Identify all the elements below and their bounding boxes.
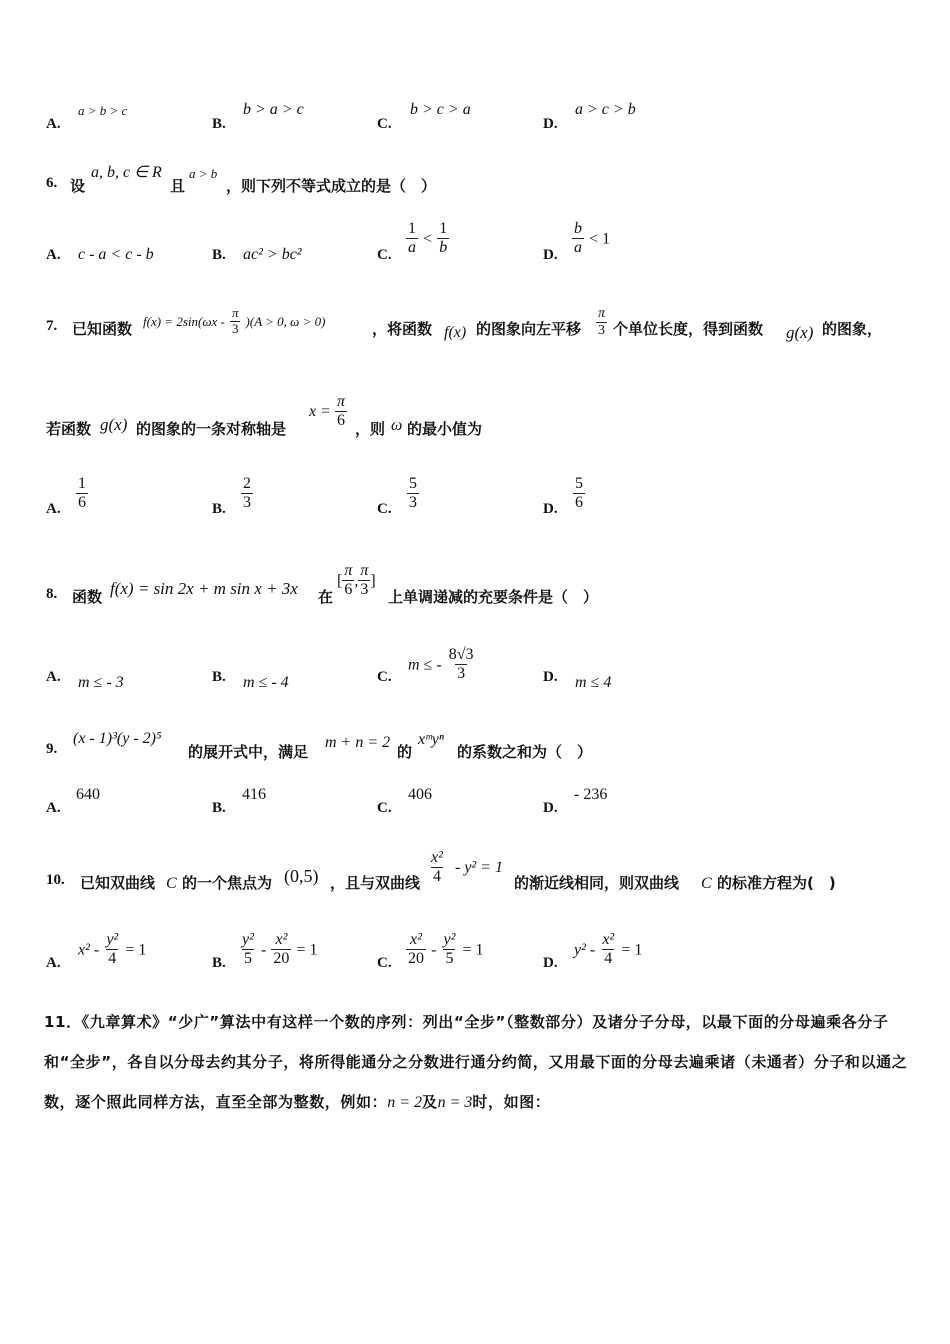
q7-stem-4: 个单位长度，得到函数	[613, 320, 764, 338]
q9-stem-3: 的系数之和为（ ）	[457, 743, 593, 761]
q10-option-b-label: B.	[212, 955, 226, 971]
q10-b-op: -	[261, 941, 267, 959]
q8-option-c-label: C.	[377, 669, 392, 685]
q6-option-c-label: C.	[377, 247, 392, 263]
q10-a-pre: x² -	[78, 941, 100, 959]
q8-c-num: 8√3	[448, 646, 474, 663]
q6-option-d	[572, 220, 610, 258]
q7-omega: ω	[391, 417, 403, 434]
q10-c-op: -	[431, 941, 437, 959]
q7-shift-num: π	[598, 306, 606, 321]
q11-text-2: 及	[422, 1093, 438, 1111]
q10-a-num: y²	[106, 931, 119, 948]
q9-option-c-label: C.	[377, 800, 392, 816]
q7-shift	[596, 306, 607, 339]
q8-option-d-label: D.	[543, 669, 558, 685]
q10-stem-2: 的一个焦点为	[182, 874, 273, 892]
q8-stem-3: 上单调递减的充要条件是（ ）	[388, 588, 599, 606]
q10-a-den: 4	[108, 950, 117, 968]
q8-int-n1: π	[344, 562, 353, 579]
q7-func-a: f(x) = 2sin(ωx -	[143, 313, 225, 329]
q8-option-b: m ≤ - 4	[243, 674, 289, 691]
q9-expression: (x - 1)³(y - 2)⁵	[73, 730, 162, 747]
q10-c-num2: y²	[443, 931, 456, 948]
q7-line2-4: 的最小值为	[407, 420, 483, 438]
q10-stem-3: ，且与双曲线	[330, 874, 421, 892]
q7-number: 7.	[46, 318, 58, 334]
q7-stem-5: 的图象，	[822, 320, 883, 338]
q9-term: xᵐyⁿ	[418, 731, 444, 748]
q8-int-comma: ,	[354, 572, 359, 590]
q10-b-num2: x²	[275, 931, 288, 948]
q10-option-a-label: A.	[46, 955, 61, 971]
q10-hyp-rest: - y² = 1	[455, 859, 504, 876]
q10-c-num1: x²	[410, 931, 422, 948]
q10-c2: C	[701, 875, 712, 892]
q7-function	[143, 306, 325, 337]
q7-axis-lhs: x =	[309, 403, 331, 420]
q5-option-d-label: D.	[543, 116, 558, 132]
q6-option-a: c - a < c - b	[78, 246, 154, 263]
q8-stem-2: 在	[318, 588, 334, 606]
q9-option-b-label: B.	[212, 800, 226, 816]
q10-d-num: x²	[602, 931, 615, 948]
q10-d-post: = 1	[621, 941, 643, 959]
q8-option-a-label: A.	[46, 669, 61, 685]
q7-b-num: 2	[243, 475, 251, 492]
q8-c-pre: m ≤ -	[408, 656, 442, 674]
q11-text-1: 11．《九章算术》“少广”算法中有这样一个数的序列：列出“全步”（整数部分）及诸分子分母，以最下面的分母遍乘各分子和“全步”，各自以分母去约其分子，将所得能通分之分数进行通分约简，又用最下面的分母去遍乘诸（未通者）分子和以通之数，逐个照此同样方法，直至全部为整数，例如：	[44, 1013, 908, 1111]
q7-axis-num: π	[337, 393, 346, 410]
q7-c-num: 5	[409, 475, 417, 492]
q8-int-n2: π	[360, 562, 369, 579]
q6-c-num-2: 1	[439, 220, 448, 237]
q10-b-den1: 5	[243, 950, 252, 968]
q8-number: 8.	[46, 586, 58, 602]
q5-option-c: b > c > a	[410, 101, 471, 118]
q6-d-den: a	[574, 239, 582, 257]
q6-condition-2: a > b	[189, 166, 218, 181]
q8-interval	[337, 562, 376, 600]
q8-int-open: [	[337, 572, 343, 590]
q8-int-close: ]	[370, 572, 376, 590]
q9-option-a-label: A.	[46, 800, 61, 816]
q7-c-den: 3	[409, 494, 417, 512]
q10-d-den: 4	[604, 950, 613, 968]
q8-function: f(x) = sin 2x + m sin x + 3x	[110, 579, 298, 598]
q10-b-den2: 20	[273, 950, 290, 968]
q10-c-den2: 5	[445, 950, 454, 968]
q6-option-c	[406, 220, 449, 258]
q7-fx: f(x)	[444, 324, 467, 341]
q10-a-post: = 1	[125, 941, 147, 959]
q5-option-d: a > c > b	[575, 101, 636, 118]
q9-option-a: 640	[76, 786, 100, 803]
q8-option-c	[408, 646, 476, 684]
q7-line2-1: 若函数	[46, 420, 92, 438]
q6-d-rest: < 1	[589, 230, 611, 248]
q8-stem-1: 函数	[72, 588, 103, 606]
q10-hyp-den: 4	[432, 868, 441, 886]
q9-condition: m + n = 2	[325, 734, 391, 751]
q10-focus: (0,5)	[284, 866, 319, 886]
q5-option-a: a > b > c	[78, 103, 128, 118]
q6-option-b: ac² > bc²	[243, 246, 302, 263]
q5-option-b: b > a > c	[243, 101, 304, 118]
question-11	[44, 1002, 910, 1123]
q7-option-b-label: B.	[212, 501, 226, 517]
q7-option-c-label: C.	[377, 501, 392, 517]
q10-option-d	[574, 931, 642, 969]
q10-stem-1: 已知双曲线	[80, 874, 156, 892]
q7-line2-2: 的图象的一条对称轴是	[136, 420, 287, 438]
q7-stem-2: ，将函数	[372, 320, 433, 338]
q10-hyp-num: x²	[431, 849, 443, 866]
q6-d-num: b	[574, 220, 582, 237]
q7-option-a-label: A.	[46, 501, 61, 517]
q10-option-c-label: C.	[377, 955, 392, 971]
q5-option-b-label: B.	[212, 116, 226, 132]
q9-number: 9.	[46, 741, 58, 757]
q10-c-post: = 1	[462, 941, 484, 959]
q6-option-b-label: B.	[212, 247, 226, 263]
q10-option-a	[78, 931, 146, 969]
q9-stem-1: 的展开式中，满足	[188, 743, 309, 761]
q7-option-b	[241, 475, 253, 513]
q10-c1: C	[166, 875, 177, 892]
q7-option-c	[407, 475, 419, 513]
q6-stem-2: 且	[170, 177, 186, 195]
q7-axis-frac	[335, 393, 347, 431]
q7-a-num: 1	[78, 475, 86, 492]
q6-stem-1: 设	[70, 177, 86, 195]
q10-d-pre: y² -	[574, 941, 596, 959]
q6-c-num-1: 1	[408, 220, 416, 237]
q7-option-a	[76, 475, 88, 513]
q6-c-op: <	[423, 230, 433, 248]
q6-number: 6.	[46, 175, 58, 191]
q8-int-d1: 6	[344, 581, 353, 599]
q6-stem-3: ，则下列不等式成立的是（ ）	[226, 177, 437, 195]
q9-option-d-label: D.	[543, 800, 558, 816]
q9-option-c: 406	[408, 786, 432, 803]
q7-b-den: 3	[243, 494, 251, 512]
q7-func-b: )(A > 0, ω > 0)	[245, 313, 326, 329]
q5-option-a-label: A.	[46, 116, 61, 132]
q7-a-den: 6	[78, 494, 86, 512]
q11-text-3: 时，如图：	[472, 1093, 551, 1111]
q9-option-d: - 236	[574, 786, 608, 803]
q10-option-c	[406, 931, 484, 969]
q6-option-a-label: A.	[46, 247, 61, 263]
q7-func-pi: π	[231, 305, 239, 320]
q7-d-num: 5	[575, 475, 583, 492]
q7-option-d-label: D.	[543, 501, 558, 517]
q11-n2: n = 3	[437, 1094, 473, 1111]
q11-n1: n = 2	[387, 1094, 422, 1111]
q10-option-d-label: D.	[543, 955, 558, 971]
q9-option-b: 416	[242, 786, 266, 803]
q10-b-post: = 1	[296, 941, 318, 959]
q7-line2-3: ，则	[355, 420, 386, 438]
q7-option-d	[573, 475, 585, 513]
q6-c-den-2: b	[439, 239, 448, 257]
q10-stem-4: 的渐近线相同，则双曲线	[514, 874, 680, 892]
q8-c-den: 3	[457, 665, 466, 683]
q7-d-den: 6	[575, 494, 583, 512]
q7-shift-den: 3	[598, 323, 605, 339]
q5-option-c-label: C.	[377, 116, 392, 132]
q7-stem-3: 的图象向左平移	[476, 320, 582, 338]
q8-option-a: m ≤ - 3	[78, 674, 124, 691]
q10-c-den1: 20	[408, 950, 424, 968]
q8-option-b-label: B.	[212, 669, 226, 685]
q10-option-b	[240, 931, 318, 969]
q6-condition-1: a, b, c ∈ R	[91, 164, 162, 181]
q7-stem-1: 已知函数	[72, 320, 133, 338]
q8-int-d2: 3	[360, 581, 369, 599]
q10-b-num1: y²	[242, 931, 254, 948]
q7-gx: g(x)	[786, 323, 814, 342]
q6-option-d-label: D.	[543, 247, 558, 263]
q10-hyp-frac	[429, 849, 445, 887]
q8-option-d: m ≤ 4	[575, 674, 612, 691]
q7-axis-den: 6	[337, 412, 345, 430]
q7-func-3: 3	[231, 320, 239, 336]
q7-line2-gx: g(x)	[100, 415, 128, 434]
q9-stem-2: 的	[397, 743, 413, 761]
q10-number: 10.	[46, 872, 65, 888]
q10-stem-5: 的标准方程为( )	[717, 874, 836, 892]
q6-c-den-1: a	[408, 239, 416, 257]
